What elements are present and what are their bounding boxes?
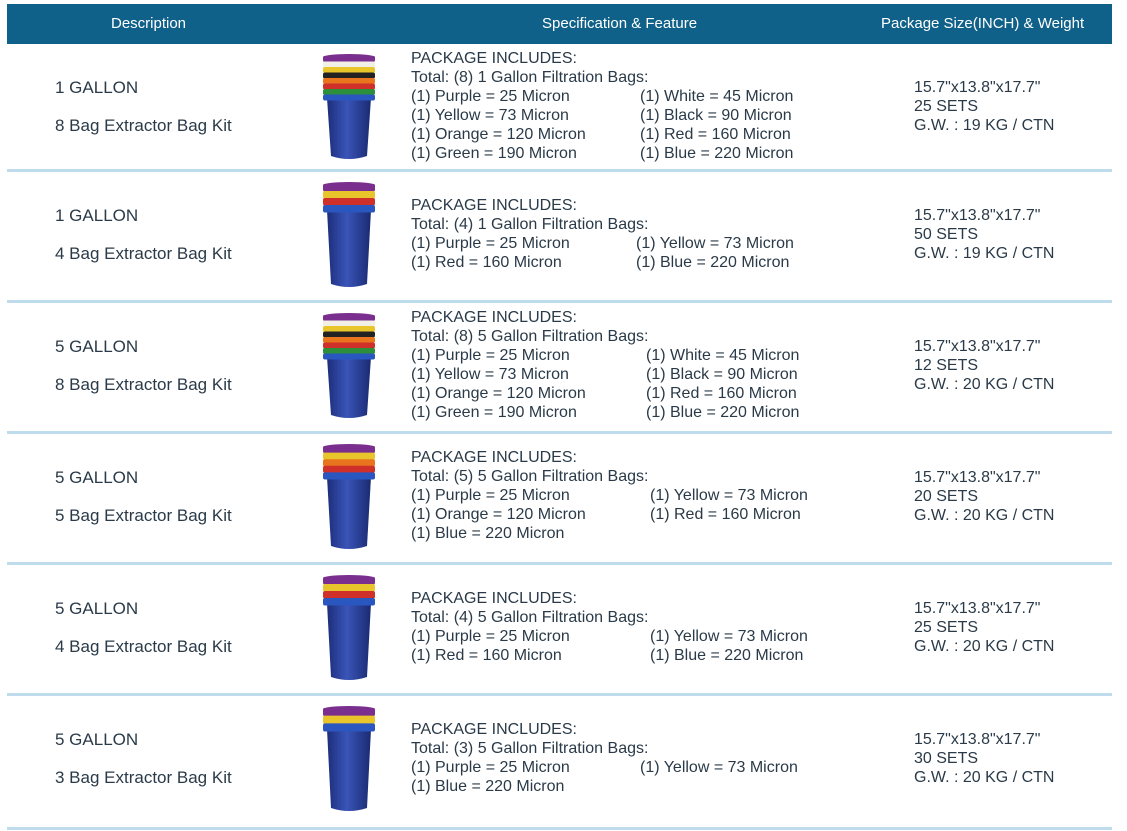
package-info [914, 206, 1054, 263]
micron-item: (1) Yellow = 73 Micron [411, 107, 569, 124]
package-dimensions: 15.7"x13.8"x17.7" [914, 469, 1041, 486]
bag-body [327, 603, 371, 680]
micron-item: (1) Yellow = 73 Micron [640, 759, 798, 776]
package-includes-label: PACKAGE INCLUDES: [411, 197, 577, 214]
package-info [914, 599, 1054, 656]
micron-item: (1) Orange = 120 Micron [411, 385, 586, 402]
micron-item: (1) Yellow = 73 Micron [636, 235, 794, 252]
package-weight: G.W. : 19 KG / CTN [914, 245, 1055, 262]
bag-body [327, 729, 371, 811]
package-sets: 20 SETS [914, 488, 979, 505]
bag-rim [323, 54, 375, 60]
micron-list [411, 234, 851, 272]
micron-item: (1) Yellow = 73 Micron [650, 487, 808, 504]
package-dimensions: 15.7"x13.8"x17.7" [914, 600, 1041, 617]
package-sets: 25 SETS [914, 98, 979, 115]
gallon-size: 5 GALLON [55, 599, 139, 618]
bag-band [323, 191, 375, 199]
package-dimensions: 15.7"x13.8"x17.7" [914, 79, 1041, 96]
bag-band [323, 337, 375, 343]
package-dimensions: 15.7"x13.8"x17.7" [914, 338, 1041, 355]
micron-item: (1) Purple = 25 Micron [411, 347, 570, 364]
micron-list [411, 486, 851, 543]
micron-item: (1) Blue = 220 Micron [650, 647, 804, 664]
specification-block [411, 196, 851, 272]
table-row [7, 696, 1112, 827]
kit-name: 4 Bag Extractor Bag Kit [55, 637, 232, 656]
micron-item: (1) Purple = 25 Micron [411, 235, 570, 252]
micron-item: (1) Red = 160 Micron [646, 385, 797, 402]
bottom-divider [7, 827, 1112, 830]
package-includes-label: PACKAGE INCLUDES: [411, 309, 577, 326]
package-weight: G.W. : 20 KG / CTN [914, 376, 1055, 393]
package-weight: G.W. : 20 KG / CTN [914, 638, 1055, 655]
micron-item: (1) Blue = 220 Micron [411, 525, 565, 542]
bag-band [323, 466, 375, 473]
bag-band [323, 584, 375, 592]
package-sets: 25 SETS [914, 619, 979, 636]
kit-name: 8 Bag Extractor Bag Kit [55, 375, 232, 394]
bag-band [323, 332, 375, 338]
bag-body [327, 357, 371, 418]
micron-list [411, 346, 851, 422]
bag-body [327, 98, 371, 159]
bag-band [323, 591, 375, 599]
header-description: Description [111, 15, 187, 32]
filter-bag-image [319, 313, 379, 421]
package-sets: 50 SETS [914, 226, 979, 243]
bag-band [323, 453, 375, 460]
micron-item: (1) Red = 160 Micron [640, 126, 791, 143]
micron-item: (1) Yellow = 73 Micron [650, 628, 808, 645]
micron-item: (1) Blue = 220 Micron [640, 145, 794, 162]
table-row [7, 44, 1112, 172]
package-sets: 12 SETS [914, 357, 979, 374]
micron-item: (1) Orange = 120 Micron [411, 506, 586, 523]
gallon-size: 5 GALLON [55, 337, 139, 356]
bag-band [323, 321, 375, 327]
package-info [914, 730, 1054, 787]
bag-band [323, 723, 375, 731]
bag-rim [323, 313, 375, 319]
micron-item: (1) Blue = 220 Micron [636, 254, 790, 271]
micron-item: (1) Blue = 220 Micron [411, 778, 565, 795]
package-info [914, 78, 1054, 135]
bag-band [323, 205, 375, 213]
package-includes-label: PACKAGE INCLUDES: [411, 50, 577, 67]
bag-band [323, 459, 375, 466]
bag-band [323, 343, 375, 349]
header-specification: Specification & Feature [542, 15, 698, 32]
specification-block [411, 308, 851, 422]
package-weight: G.W. : 20 KG / CTN [914, 507, 1055, 524]
package-total: Total: (4) 1 Gallon Filtration Bags: [411, 216, 649, 233]
filter-bag-image [319, 54, 379, 162]
table-row [7, 565, 1112, 696]
filter-bag-image [319, 444, 379, 552]
package-sets: 30 SETS [914, 750, 979, 767]
kit-name: 4 Bag Extractor Bag Kit [55, 244, 232, 263]
filter-bag-image [319, 182, 379, 290]
micron-item: (1) Green = 190 Micron [411, 145, 577, 162]
bag-band [323, 354, 375, 360]
gallon-size: 1 GALLON [55, 206, 139, 225]
bag-body [327, 210, 371, 287]
micron-item: (1) Red = 160 Micron [650, 506, 801, 523]
micron-item: (1) Purple = 25 Micron [411, 628, 570, 645]
gallon-size: 5 GALLON [55, 730, 139, 749]
bag-band [323, 67, 375, 73]
package-dimensions: 15.7"x13.8"x17.7" [914, 207, 1041, 224]
package-info [914, 468, 1054, 525]
package-weight: G.W. : 19 KG / CTN [914, 117, 1055, 134]
micron-item: (1) Purple = 25 Micron [411, 487, 570, 504]
bag-rim [323, 444, 375, 450]
kit-name: 8 Bag Extractor Bag Kit [55, 116, 232, 135]
table-row [7, 303, 1112, 434]
bag-band [323, 472, 375, 479]
package-includes-label: PACKAGE INCLUDES: [411, 449, 577, 466]
bag-band [323, 89, 375, 95]
kit-name: 5 Bag Extractor Bag Kit [55, 506, 232, 525]
bag-band [323, 73, 375, 79]
specification-block [411, 720, 851, 796]
bag-rim [323, 575, 375, 581]
bag-band [323, 95, 375, 101]
gallon-size: 5 GALLON [55, 468, 139, 487]
micron-item: (1) Black = 90 Micron [640, 107, 792, 124]
bag-band [323, 84, 375, 90]
package-total: Total: (3) 5 Gallon Filtration Bags: [411, 740, 649, 757]
package-includes-label: PACKAGE INCLUDES: [411, 590, 577, 607]
package-info [914, 337, 1054, 394]
kit-name: 3 Bag Extractor Bag Kit [55, 768, 232, 787]
micron-list [411, 627, 851, 665]
bag-rim [323, 706, 375, 712]
filter-bag-image [319, 706, 379, 814]
micron-item: (1) White = 45 Micron [646, 347, 800, 364]
package-weight: G.W. : 20 KG / CTN [914, 769, 1055, 786]
micron-item: (1) Black = 90 Micron [646, 366, 798, 383]
product-table [7, 4, 1112, 831]
micron-item: (1) Orange = 120 Micron [411, 126, 586, 143]
micron-list [411, 758, 851, 796]
bag-band [323, 78, 375, 84]
package-dimensions: 15.7"x13.8"x17.7" [914, 731, 1041, 748]
bag-band [323, 716, 375, 724]
bag-band [323, 62, 375, 68]
filter-bag-image [319, 575, 379, 683]
bag-band [323, 198, 375, 206]
bag-band [323, 348, 375, 354]
micron-item: (1) Purple = 25 Micron [411, 88, 570, 105]
package-includes-label: PACKAGE INCLUDES: [411, 721, 577, 738]
table-row [7, 172, 1112, 303]
micron-item: (1) Blue = 220 Micron [646, 404, 800, 421]
header-package: Package Size(INCH) & Weight [881, 15, 1085, 32]
package-total: Total: (4) 5 Gallon Filtration Bags: [411, 609, 649, 626]
specification-block [411, 448, 851, 543]
bag-band [323, 326, 375, 332]
micron-item: (1) Purple = 25 Micron [411, 759, 570, 776]
package-total: Total: (8) 1 Gallon Filtration Bags: [411, 69, 649, 86]
specification-block [411, 589, 851, 665]
micron-list [411, 87, 851, 163]
bag-band [323, 598, 375, 606]
table-header [7, 4, 1112, 44]
micron-item: (1) Yellow = 73 Micron [411, 366, 569, 383]
gallon-size: 1 GALLON [55, 78, 139, 97]
bag-body [327, 477, 371, 549]
micron-item: (1) White = 45 Micron [640, 88, 794, 105]
package-total: Total: (8) 5 Gallon Filtration Bags: [411, 328, 649, 345]
micron-item: (1) Green = 190 Micron [411, 404, 577, 421]
micron-item: (1) Red = 160 Micron [411, 647, 562, 664]
micron-item: (1) Red = 160 Micron [411, 254, 562, 271]
package-total: Total: (5) 5 Gallon Filtration Bags: [411, 468, 649, 485]
table-row [7, 434, 1112, 565]
bag-rim [323, 182, 375, 188]
specification-block [411, 49, 851, 163]
